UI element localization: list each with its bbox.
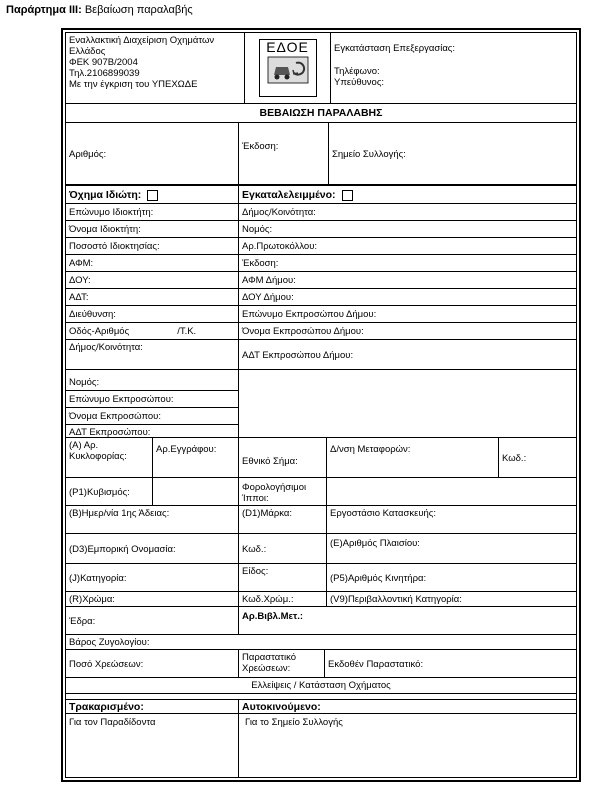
phone-label: Τηλέφωνο: <box>334 66 380 77</box>
vehicle-type-row <box>66 184 576 204</box>
trade-name-field[interactable]: (D3)Εμπορική Ονομασία: <box>69 543 176 555</box>
protocol-number-field[interactable]: Αρ.Πρωτοκόλλου: <box>238 238 576 255</box>
colour-field[interactable]: (R)Χρώμα: <box>69 594 115 605</box>
seat-field[interactable]: Έδρα: <box>69 615 96 627</box>
prefecture-field[interactable]: Νομός: <box>238 221 576 238</box>
logo-text: ΕΔΟΕ <box>266 39 309 55</box>
env-category-field[interactable]: (V9)Περιβαλλοντική Κατηγορία: <box>326 592 576 607</box>
rep-prefecture-field[interactable]: Νομός: <box>69 376 100 388</box>
municipality-doy-field[interactable]: ΔΟΥ Δήμου: <box>238 289 576 306</box>
number-field[interactable]: Αριθμός: <box>69 148 107 160</box>
address-label: Διεύθυνση: <box>69 309 116 320</box>
category-field[interactable]: (J)Κατηγορία: <box>69 572 127 584</box>
factory-field[interactable]: Εργοστάσιο Κατασκευής: <box>326 506 576 534</box>
type-field[interactable]: Είδος: <box>238 564 326 592</box>
municipality-afm-field[interactable]: ΑΦΜ Δήμου: <box>238 272 576 289</box>
receipt-form <box>61 28 581 782</box>
owner-name-field[interactable]: Όνομα Ιδιοκτήτη: <box>69 224 141 235</box>
appendix-label: Παράρτημα ΙΙΙ: <box>6 4 82 16</box>
postcode-label: /Τ.Κ. <box>177 326 197 337</box>
issue-field[interactable]: Έκδοση: <box>238 123 328 185</box>
code-field[interactable]: Κωδ.: <box>498 438 576 478</box>
self-propelled-field[interactable]: Αυτοκινούμενο: <box>238 700 576 714</box>
appendix-heading <box>6 4 193 16</box>
rep-surname2-field[interactable]: Επώνυμο Εκπροσώπου: <box>66 390 238 407</box>
weight-field[interactable]: Βάρος Ζυγολογίου: <box>69 637 150 648</box>
private-vehicle-label: Όχημα Ιδιώτη: <box>69 188 142 201</box>
blank-area <box>238 370 576 438</box>
protocol-issue-field[interactable]: Έκδοση: <box>238 255 576 272</box>
org-name: Εναλλακτική Διαχείριση Οχημάτων <box>69 35 215 46</box>
form-title: ΒΕΒΑΙΩΣΗ ΠΑΡΑΛΑΒΗΣ <box>259 107 383 119</box>
first-reg-field[interactable]: (B)Ημερ/νία 1ης Άδειας: <box>69 508 170 519</box>
org-info <box>66 33 244 103</box>
amount-field[interactable]: Ποσό Χρεώσεων: <box>69 658 144 670</box>
rep-name-field[interactable]: Όνομα Εκπροσώπου Δήμου: <box>238 323 576 340</box>
make-field[interactable]: (D1)Μάρκα: <box>238 506 326 534</box>
colour-code-field[interactable]: Κωδ.Χρώμ.: <box>238 592 326 607</box>
deliverer-signature[interactable]: Για τον Παραδίδοντα <box>69 717 156 728</box>
ownership-percent-field[interactable]: Ποσοστό Ιδιοκτησίας: <box>69 241 160 252</box>
edoe-logo <box>259 39 317 97</box>
abandoned-option[interactable] <box>238 186 576 204</box>
chassis-field[interactable]: (E)Αριθμός Πλαισίου: <box>326 534 576 564</box>
private-vehicle-checkbox[interactable] <box>147 190 158 201</box>
appendix-title: Βεβαίωση παραλαβής <box>84 4 193 16</box>
cc-field[interactable]: (P1)Κυβισμός: <box>69 486 130 498</box>
issued-receipt-field[interactable]: Εκδοθέν Παραστατικό: <box>324 650 576 678</box>
header-row <box>66 33 576 103</box>
title-row <box>66 103 576 123</box>
facility-label: Εγκατάσταση Επεξεργασίας: <box>334 43 456 54</box>
private-vehicle-option[interactable] <box>66 186 238 204</box>
org-approval: Με την έγκριση του ΥΠΕΧΩΔΕ <box>69 79 198 90</box>
collection-point-field[interactable]: Σημείο Συλλογής: <box>328 123 576 185</box>
street-field[interactable] <box>66 323 238 340</box>
rep-name2-field[interactable]: Όνομα Εκπροσώπου: <box>66 407 238 424</box>
collection-point-signature[interactable]: Για το Σημείο Συλλογής <box>238 714 576 777</box>
engine-field[interactable]: (P5)Αριθμός Κινητήρα: <box>326 564 576 592</box>
doc-number-field[interactable]: Αρ.Εγγράφου: <box>152 438 238 478</box>
number-row <box>66 122 576 185</box>
owner-afm-field[interactable]: ΑΦΜ: <box>69 258 94 269</box>
municipality-field[interactable]: Δήμος/Κοινότητα: <box>238 204 576 221</box>
logo-cell <box>244 33 330 103</box>
abandoned-label: Εγκαταλελειμμένο: <box>242 188 336 201</box>
abandoned-checkbox[interactable] <box>342 190 353 201</box>
crashed-field[interactable]: Τρακαρισμένο: <box>69 700 144 713</box>
street-label: Οδός-Αριθμός <box>69 326 130 337</box>
rep-adt2-field[interactable]: ΑΔΤ Εκπροσώπου: <box>66 424 238 438</box>
representative-fields <box>66 370 238 438</box>
rep-surname-field[interactable]: Επώνυμο Εκπροσώπου Δήμου: <box>238 306 576 323</box>
receipt-field[interactable]: Παραστατικό Χρεώσεων: <box>238 650 324 678</box>
org-phone: Τηλ.2106899039 <box>69 68 140 79</box>
reg-number-field[interactable]: (Α) Αρ. Κυκλοφορίας: <box>69 440 127 462</box>
deficiencies-heading: Ελλείψεις / Κατάσταση Οχήματος <box>251 680 391 691</box>
org-name-cont: Ελλάδος <box>69 46 106 57</box>
rep-adt-field[interactable]: ΑΔΤ Εκπροσώπου Δήμου: <box>238 340 576 370</box>
representative-block <box>66 369 576 438</box>
org-gazette: ΦΕΚ 907Β/2004 <box>69 57 138 68</box>
owner-adt-field[interactable]: ΑΔΤ: <box>69 292 89 303</box>
tax-hp-value[interactable] <box>326 478 498 506</box>
recycle-car-icon <box>266 53 310 85</box>
owner-doy-field[interactable]: ΔΟΥ: <box>69 275 91 286</box>
code2-field[interactable]: Κωδ.: <box>238 534 326 564</box>
book-number-field[interactable]: Αρ.Βιβλ.Μετ.: <box>238 607 314 635</box>
cc-value[interactable] <box>152 478 238 506</box>
tax-hp-field[interactable]: Φορολογήσιμοι Ίπποι: <box>238 478 316 506</box>
facility-info <box>330 33 576 103</box>
owner-municipality-field[interactable]: Δήμος/Κοινότητα: <box>69 342 143 353</box>
responsible-label: Υπεύθυνος: <box>334 77 385 88</box>
owner-surname-field[interactable]: Επώνυμο Ιδιοκτήτη: <box>69 207 154 218</box>
transport-dir-field[interactable]: Δ/νση Μεταφορών: <box>326 438 498 478</box>
national-mark-field[interactable]: Εθνικό Σήμα: <box>238 438 326 478</box>
